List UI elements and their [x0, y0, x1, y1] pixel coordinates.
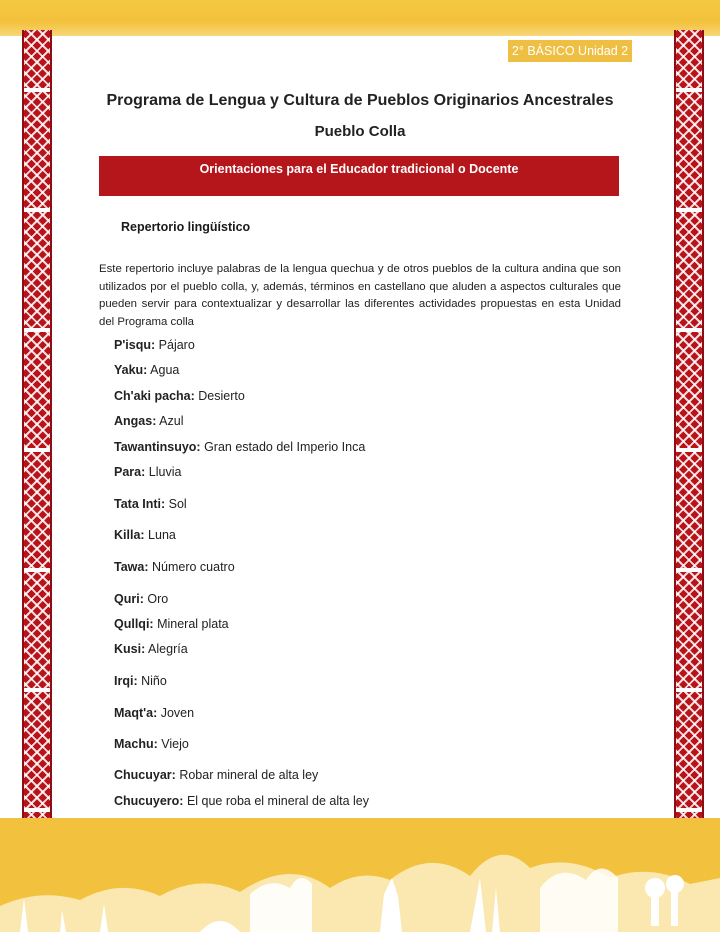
vocab-meaning: Mineral plata — [157, 617, 229, 631]
vocab-item — [114, 674, 167, 688]
vocab-meaning: Joven — [160, 706, 195, 720]
vocab-item — [114, 768, 318, 782]
vocab-meaning: Alegría — [148, 642, 188, 656]
vocab-item — [114, 706, 194, 720]
section-banner: Orientaciones para el Educador tradicional o Docente — [99, 156, 619, 196]
vocab-meaning: Viejo — [161, 737, 189, 751]
vocab-item — [114, 592, 168, 606]
vocab-item — [114, 737, 189, 751]
vocab-meaning: Oro — [147, 592, 169, 606]
vocab-term: P'isqu: — [114, 338, 156, 352]
intro-paragraph: Este repertorio incluye palabras de la lengua quechua y de otros pueblos de la cultura andina que son utilizados por el pueblo colla, y, además, términos en castellano que aluden a aspectos culturales que pueden servir para contextualizar y desarrollar las diferentes actividades propuestas en esta Unidad del Programa colla — [99, 263, 621, 328]
vocab-meaning: Lluvia — [148, 465, 182, 479]
vocab-item — [114, 794, 369, 808]
bottom-landscape-decoration — [0, 818, 720, 932]
page-title: Programa de Lengua y Cultura de Pueblos Originarios Ancestrales — [106, 92, 614, 109]
vocab-term: Machu: — [114, 737, 158, 751]
vocab-term: Maqt'a: — [114, 706, 158, 720]
vocab-item — [114, 465, 181, 479]
vocab-term: Chucuyero: — [114, 794, 184, 808]
vocab-item — [114, 642, 188, 656]
vocab-item — [114, 560, 235, 574]
vocab-meaning: Luna — [148, 528, 176, 542]
vocab-meaning: Azul — [159, 414, 184, 428]
vocab-meaning: Desierto — [198, 389, 245, 403]
vocab-term: Para: — [114, 465, 146, 479]
vocab-term: Kusi: — [114, 642, 146, 656]
right-border-pattern — [676, 30, 702, 820]
grade-badge: 2° BÁSICO Unidad 2 — [508, 40, 632, 62]
vocab-meaning: Número cuatro — [151, 560, 235, 574]
vocab-term: Qullqi: — [114, 617, 154, 631]
vocab-item — [114, 528, 176, 542]
vocab-item — [114, 389, 245, 403]
vocab-term: Angas: — [114, 414, 157, 428]
top-yellow-band — [0, 0, 720, 36]
vocab-item — [114, 363, 179, 377]
vocab-meaning: Gran estado del Imperio Inca — [204, 440, 366, 454]
vocab-meaning: Pájaro — [158, 338, 195, 352]
vocab-term: Killa: — [114, 528, 145, 542]
vocab-meaning: El que roba el mineral de alta ley — [186, 794, 369, 808]
vocab-meaning: Agua — [150, 363, 180, 377]
vocab-item — [114, 338, 195, 352]
page-subtitle: Pueblo Colla — [314, 123, 406, 140]
vocab-term: Tawa: — [114, 560, 149, 574]
vocab-term: Ch'aki pacha: — [114, 389, 195, 403]
vocab-term: Yaku: — [114, 363, 148, 377]
vocab-term: Tawantinsuyo: — [114, 440, 201, 454]
vocab-item — [114, 414, 184, 428]
section-title: Repertorio lingüístico — [121, 220, 251, 234]
vocab-term: Quri: — [114, 592, 144, 606]
vocab-term: Chucuyar: — [114, 768, 176, 782]
vocab-item — [114, 497, 187, 511]
vocab-meaning: Robar mineral de alta ley — [179, 768, 319, 782]
vocab-item — [114, 617, 229, 631]
left-border-pattern — [24, 30, 50, 820]
vocab-meaning: Sol — [168, 497, 187, 511]
vocab-item — [114, 440, 365, 454]
vocab-term: Irqi: — [114, 674, 138, 688]
vocab-meaning: Niño — [141, 674, 167, 688]
vocab-term: Tata Inti: — [114, 497, 166, 511]
